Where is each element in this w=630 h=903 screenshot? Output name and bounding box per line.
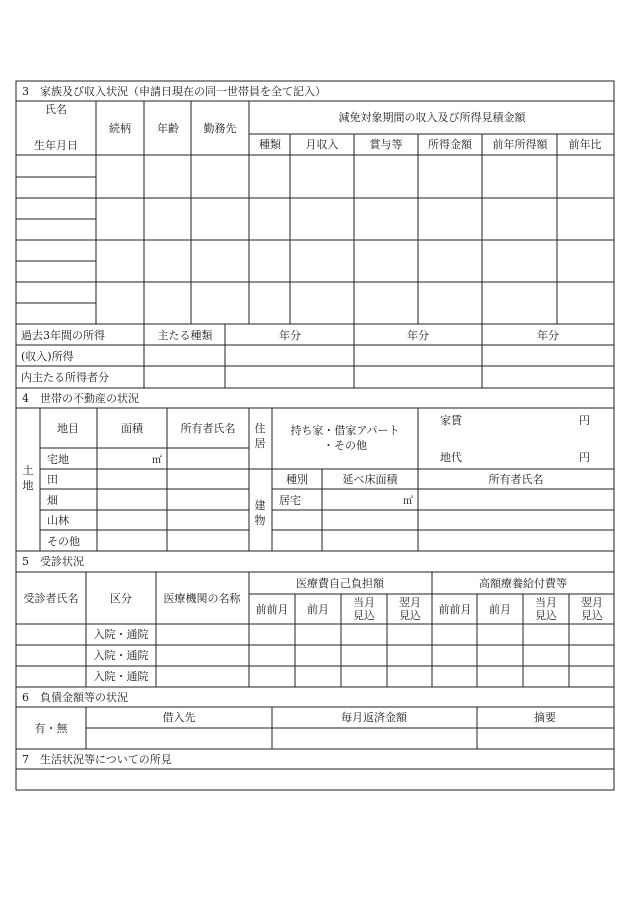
visit-type-row-1: 入院・通院 — [93, 628, 149, 641]
year-label-2: 年分 — [407, 329, 429, 342]
land-type-other: その他 — [47, 535, 80, 548]
category-header: 区分 — [110, 592, 132, 605]
section-5-title: 5 受診状況 — [22, 555, 84, 568]
col-income-amount: 所得金額 — [428, 138, 472, 151]
income-row-label: (収入)所得 — [21, 350, 74, 363]
self-pay-month-this-2: 見込 — [353, 609, 375, 622]
housing-type-2: ・その他 — [323, 439, 367, 452]
land-rent-label: 地代 — [440, 451, 462, 464]
age-header: 年齢 — [157, 122, 179, 135]
remarks-header: 摘要 — [534, 711, 556, 724]
col-prev-year-income: 前年所得額 — [492, 138, 548, 151]
sqm-unit-building: ㎡ — [403, 496, 413, 507]
land-type-residential: 宅地 — [47, 453, 69, 466]
monthly-repayment-header: 毎月返済金額 — [341, 711, 407, 724]
past-income-label: 過去3年間の所得 — [21, 329, 105, 342]
land-label-2: 地 — [22, 479, 34, 492]
self-pay-month-next-1: 翌月 — [399, 596, 421, 609]
income-estimate-header: 減免対象期間の収入及び所得見積金額 — [338, 111, 526, 124]
col-yoy-ratio: 前年比 — [568, 138, 602, 151]
visit-type-row-3: 入院・通院 — [93, 670, 149, 683]
section-6-title: 6 負債金額等の状況 — [22, 691, 128, 704]
sqm-unit-land: ㎡ — [152, 455, 162, 466]
rent-yen-unit: 円 — [579, 414, 590, 427]
land-type-field: 畑 — [47, 494, 58, 507]
lender-header: 借入先 — [162, 711, 196, 724]
land-owner-header: 所有者氏名 — [180, 422, 236, 435]
high-cost-month-next-2: 見込 — [581, 609, 603, 622]
section-4-title: 4 世帯の不動産の状況 — [22, 392, 139, 405]
high-cost-month-next-1: 翌月 — [581, 596, 603, 609]
patient-name-header: 受診者氏名 — [23, 592, 79, 605]
building-kind-header: 種別 — [286, 473, 308, 486]
year-label-1: 年分 — [279, 329, 301, 342]
self-pay-month-prevprev: 前前月 — [255, 603, 289, 616]
high-cost-month-prev: 前月 — [489, 603, 511, 616]
visit-type-row-2: 入院・通院 — [93, 649, 149, 662]
floor-area-header: 延べ床面積 — [342, 473, 398, 486]
institution-header: 医療機関の名称 — [163, 592, 241, 605]
building-label-2: 物 — [254, 514, 266, 527]
section-3-title: 3 家族及び収入状況（申請日現在の同一世帯員を全て記入） — [22, 85, 326, 98]
land-label-1: 土 — [22, 464, 34, 477]
land-type-forest: 山林 — [47, 514, 69, 527]
residence-label-2: 居 — [254, 437, 266, 450]
name-label: 氏名 — [45, 103, 67, 116]
housing-type-1: 持ち家・借家アパート — [290, 424, 400, 437]
main-type-label: 主たる種類 — [157, 329, 213, 342]
col-monthly-income: 月収入 — [305, 138, 339, 151]
self-pay-month-prev: 前月 — [307, 603, 329, 616]
area-header: 面積 — [121, 422, 143, 435]
self-pay-header: 医療費自己負担額 — [296, 577, 384, 590]
residence-label-1: 住 — [254, 422, 266, 435]
main-earner-label: 内主たる所得者分 — [21, 371, 109, 384]
year-label-3: 年分 — [537, 329, 559, 342]
land-rent-yen-unit: 円 — [579, 451, 590, 464]
high-cost-month-this-1: 当月 — [535, 596, 557, 609]
chimoku-header: 地目 — [57, 422, 79, 435]
section-7-title: 7 生活状況等についての所見 — [22, 753, 172, 766]
high-cost-month-prevprev: 前前月 — [438, 603, 472, 616]
rent-label: 家賃 — [440, 414, 462, 427]
high-cost-month-this-2: 見込 — [535, 609, 557, 622]
relation-header: 続柄 — [109, 122, 131, 135]
self-pay-month-next-2: 見込 — [399, 609, 421, 622]
land-type-paddy: 田 — [47, 473, 58, 486]
high-cost-header: 高額療養給付費等 — [479, 577, 567, 590]
col-type: 種類 — [259, 138, 281, 151]
building-label-1: 建 — [254, 499, 266, 512]
birthdate-label: 生年月日 — [34, 139, 78, 152]
building-owner-header: 所有者氏名 — [488, 473, 544, 486]
col-bonus: 賞与等 — [369, 138, 403, 151]
building-kind-residence: 居宅 — [279, 494, 301, 507]
self-pay-month-this-1: 当月 — [353, 596, 375, 609]
debt-yes-no: 有・無 — [34, 722, 68, 735]
workplace-header: 勤務先 — [203, 122, 237, 135]
